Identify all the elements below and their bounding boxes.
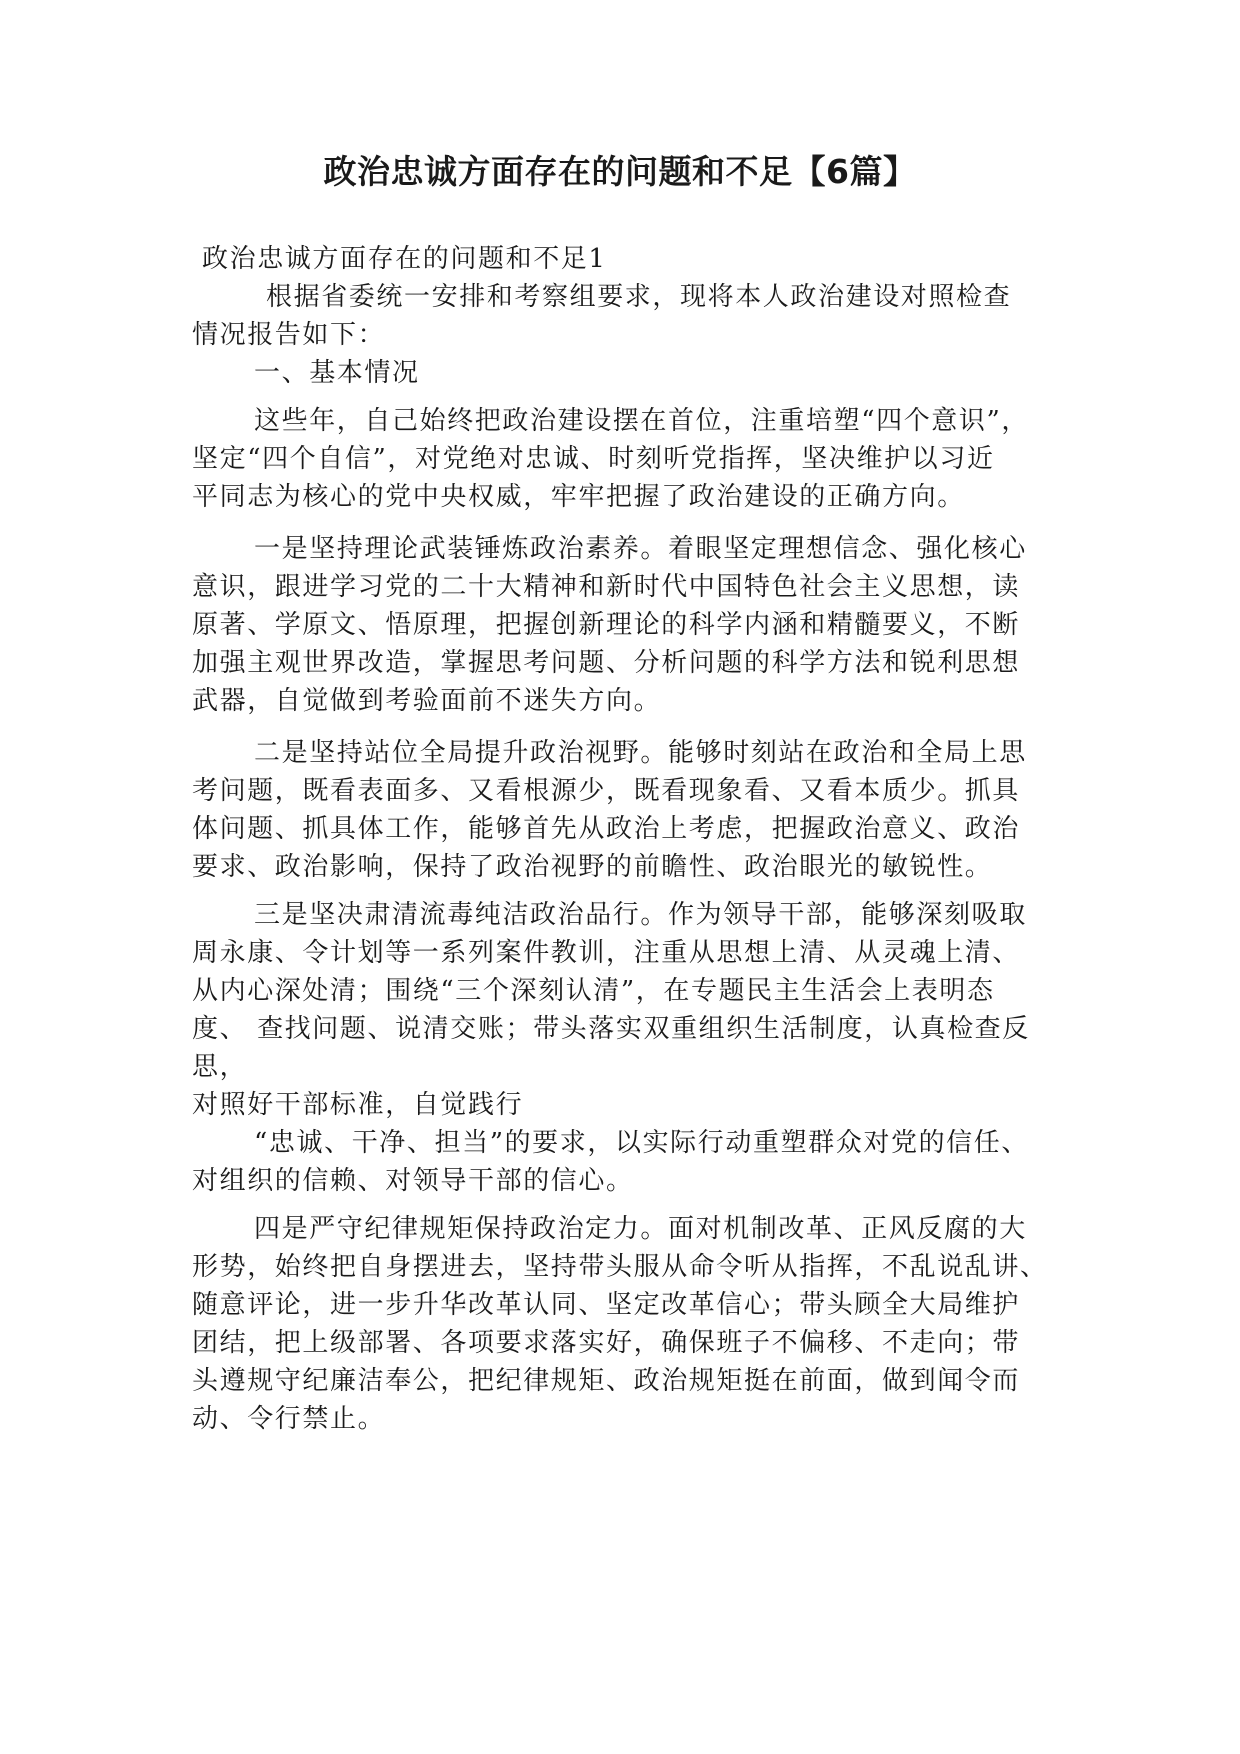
paragraph-line: 对组织的信赖、对领导干部的信心。: [192, 1166, 634, 1196]
paragraph-discipline: [192, 1210, 1052, 1438]
paragraph-line: 四是严守纪律规矩保持政治定力。面对机制改革、正风反腐的大: [254, 1214, 1027, 1244]
paragraph-line: 度、 查找问题、说清交账；带头落实双重组织生活制度，认真检查反: [192, 1014, 1030, 1044]
paragraph-line: 从内心深处清；围绕“三个深刻认清”，在专题民主生活会上表明态: [192, 976, 995, 1006]
paragraph-line: 体问题、抓具体工作，能够首先从政治上考虑，把握政治意义、政治: [192, 814, 1021, 844]
paragraph-loyalty: [192, 1124, 1052, 1200]
paragraph-line: 原著、学原文、悟原理，把握创新理论的科学内涵和精髓要义，不断: [192, 610, 1021, 640]
paragraph-line: 考问题，既看表面多、又看根源少，既看现象看、又看本质少。抓具: [192, 776, 1021, 806]
paragraph-line: 这些年，自己始终把政治建设摆在首位，注重培塑“四个意识”，: [254, 406, 1029, 436]
paragraph-line: 坚定“四个自信”，对党绝对忠诚、时刻听党指挥，坚决维护以习近: [192, 444, 995, 474]
section-heading: 一、基本情况: [254, 358, 420, 388]
paragraph-line: 对照好干部标准，自觉践行: [192, 1090, 524, 1120]
paragraph-line: 意识，跟进学习党的二十大精神和新时代中国特色社会主义思想，读: [192, 572, 1021, 602]
intro-paragraph: [192, 278, 1052, 354]
paragraph-line: 三是坚决肃清流毒纯洁政治品行。作为领导干部，能够深刻吸取: [254, 900, 1027, 930]
paragraph-theory: [192, 530, 1052, 720]
paragraph-line: 要求、政治影响，保持了政治视野的前瞻性、政治眼光的敏锐性。: [192, 852, 993, 882]
paragraph-line: 一是坚持理论武装锤炼政治素养。着眼坚定理想信念、强化核心: [254, 534, 1027, 564]
paragraph-line: 动、令行禁止。: [192, 1404, 386, 1434]
paragraph-line: 头遵规守纪廉洁奉公，把纪律规矩、政治规矩挺在前面，做到闻令而: [192, 1366, 1021, 1396]
document-body: [192, 240, 1052, 1438]
section-subtitle: 政治忠诚方面存在的问题和不足1: [202, 244, 607, 274]
paragraph-line: 周永康、令计划等一系列案件教训，注重从思想上清、从灵魂上清、: [192, 938, 1021, 968]
paragraph-line: 二是坚持站位全局提升政治视野。能够时刻站在政治和全局上思: [254, 738, 1027, 768]
paragraph-line: 情况报告如下：: [192, 320, 386, 350]
paragraph-line: 平同志为核心的党中央权威，牢牢把握了政治建设的正确方向。: [192, 482, 965, 512]
paragraph-line: 团结，把上级部署、各项要求落实好，确保班子不偏移、不走向；带: [192, 1328, 1021, 1358]
paragraph-line: “忠诚、干净、担当”的要求，以实际行动重塑群众对党的信任、: [254, 1128, 1029, 1158]
paragraph-basic-situation: [192, 402, 1052, 516]
paragraph-line: 思，: [192, 1052, 248, 1082]
paragraph-line: 根据省委统一安排和考察组要求，现将本人政治建设对照检查: [266, 282, 1012, 312]
paragraph-conduct: [192, 896, 1052, 1124]
document-title: 政治忠诚方面存在的问题和不足【6篇】: [323, 152, 917, 191]
paragraph-line: 随意评论，进一步升华改革认同、坚定改革信心；带头顾全大局维护: [192, 1290, 1021, 1320]
paragraph-line: 加强主观世界改造，掌握思考问题、分析问题的科学方法和锐利思想: [192, 648, 1021, 678]
paragraph-line: 形势，始终把自身摆进去，坚持带头服从命令听从指挥，不乱说乱讲、: [192, 1252, 1048, 1282]
paragraph-line: 武器，自觉做到考验面前不迷失方向。: [192, 686, 662, 716]
paragraph-overall-view: [192, 734, 1052, 886]
